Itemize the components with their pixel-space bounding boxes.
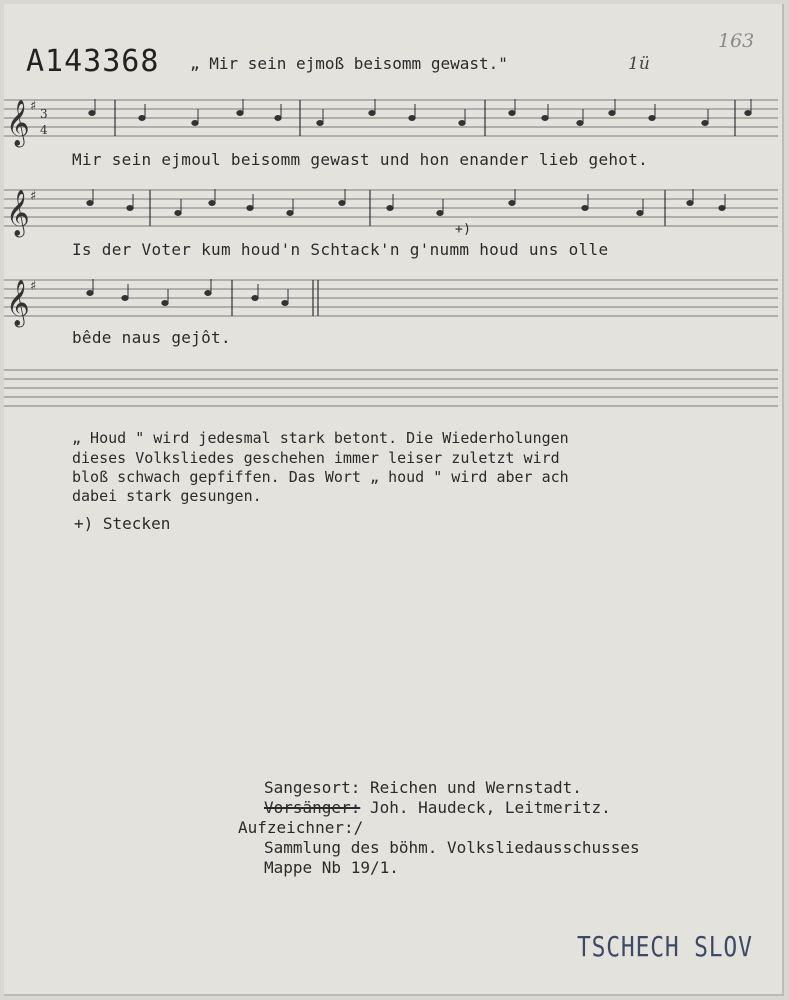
singer-line (264, 798, 611, 817)
note-head (459, 121, 465, 126)
sharp-icon: ♯ (30, 279, 37, 294)
time-signature: 3 (40, 107, 48, 121)
lyric-line-3: bêde naus gejôt. (72, 328, 231, 347)
note-head (609, 111, 615, 116)
lyric-line-2: Is der Voter kum houd'n Schtack'n g'numm houd uns olle (72, 240, 609, 259)
note-head (339, 201, 345, 206)
remark-line-1: „ Houd " wird jedesmal stark betont. Die Wiederholungen (72, 429, 569, 447)
note-head (409, 116, 415, 121)
note-head (719, 206, 725, 211)
place-line (264, 778, 582, 797)
note-head (209, 201, 215, 206)
treble-clef-icon: 𝄞 (6, 280, 30, 326)
note-head (139, 116, 145, 121)
note-head (89, 111, 95, 116)
note-head (542, 116, 548, 121)
note-head (275, 116, 281, 121)
note-head (387, 206, 393, 211)
note-head (87, 201, 93, 206)
singer-label: Vorsänger: (264, 798, 361, 817)
place-value: Reichen und Wernstadt. (369, 778, 582, 797)
note-head (237, 111, 243, 116)
archive-id: A143368 (26, 44, 160, 79)
sharp-icon: ♯ (30, 99, 37, 114)
country-stamp: TSCHECH SLOV (577, 930, 753, 963)
footnote: +) Stecken (74, 514, 171, 533)
recorder-label: Aufzeichner:/ (238, 818, 364, 837)
note-head (509, 201, 515, 206)
note-head (287, 211, 293, 216)
note-head (637, 211, 643, 216)
singer-value: Joh. Haudeck, Leitmeritz. (369, 798, 611, 817)
note-head (509, 111, 515, 116)
footnote-marker: +) (455, 222, 472, 237)
note-head (317, 121, 323, 126)
note-head (702, 121, 708, 126)
note-head (162, 301, 168, 306)
note-head (577, 121, 583, 126)
note-head (247, 206, 253, 211)
corner-mark: 1ü (628, 54, 650, 74)
song-title: „ Mir sein ejmoß beisomm gewast." (190, 54, 508, 73)
note-head (87, 291, 93, 296)
place-label: Sangesort: (264, 778, 361, 797)
remark-line-4: dabei stark gesungen. (72, 487, 262, 505)
time-signature: 4 (40, 123, 48, 137)
note-head (649, 116, 655, 121)
note-head (252, 296, 258, 301)
note-head (437, 211, 443, 216)
note-head (175, 211, 181, 216)
note-head (369, 111, 375, 116)
note-head (282, 301, 288, 306)
note-head (582, 206, 588, 211)
remark-line-3: bloß schwach gepfiffen. Das Wort „ houd " wird aber ach (72, 468, 569, 486)
sharp-icon: ♯ (30, 189, 37, 204)
lyric-line-1: Mir sein ejmoul beisomm gewast und hon enander lieb gehot. (72, 150, 649, 169)
collection-line-2: Mappe Nb 19/1. (264, 858, 399, 877)
note-head (205, 291, 211, 296)
note-head (192, 121, 198, 126)
page-number: 163 (718, 30, 755, 52)
treble-clef-icon: 𝄞 (6, 190, 30, 236)
note-head (122, 296, 128, 301)
remark-line-2: dieses Volksliedes geschehen immer leiser zuletzt wird (72, 449, 560, 467)
note-head (687, 201, 693, 206)
note-head (745, 111, 751, 116)
note-head (127, 206, 133, 211)
treble-clef-icon: 𝄞 (6, 100, 30, 146)
collection-line-1: Sammlung des böhm. Volksliedausschusses (264, 838, 640, 857)
